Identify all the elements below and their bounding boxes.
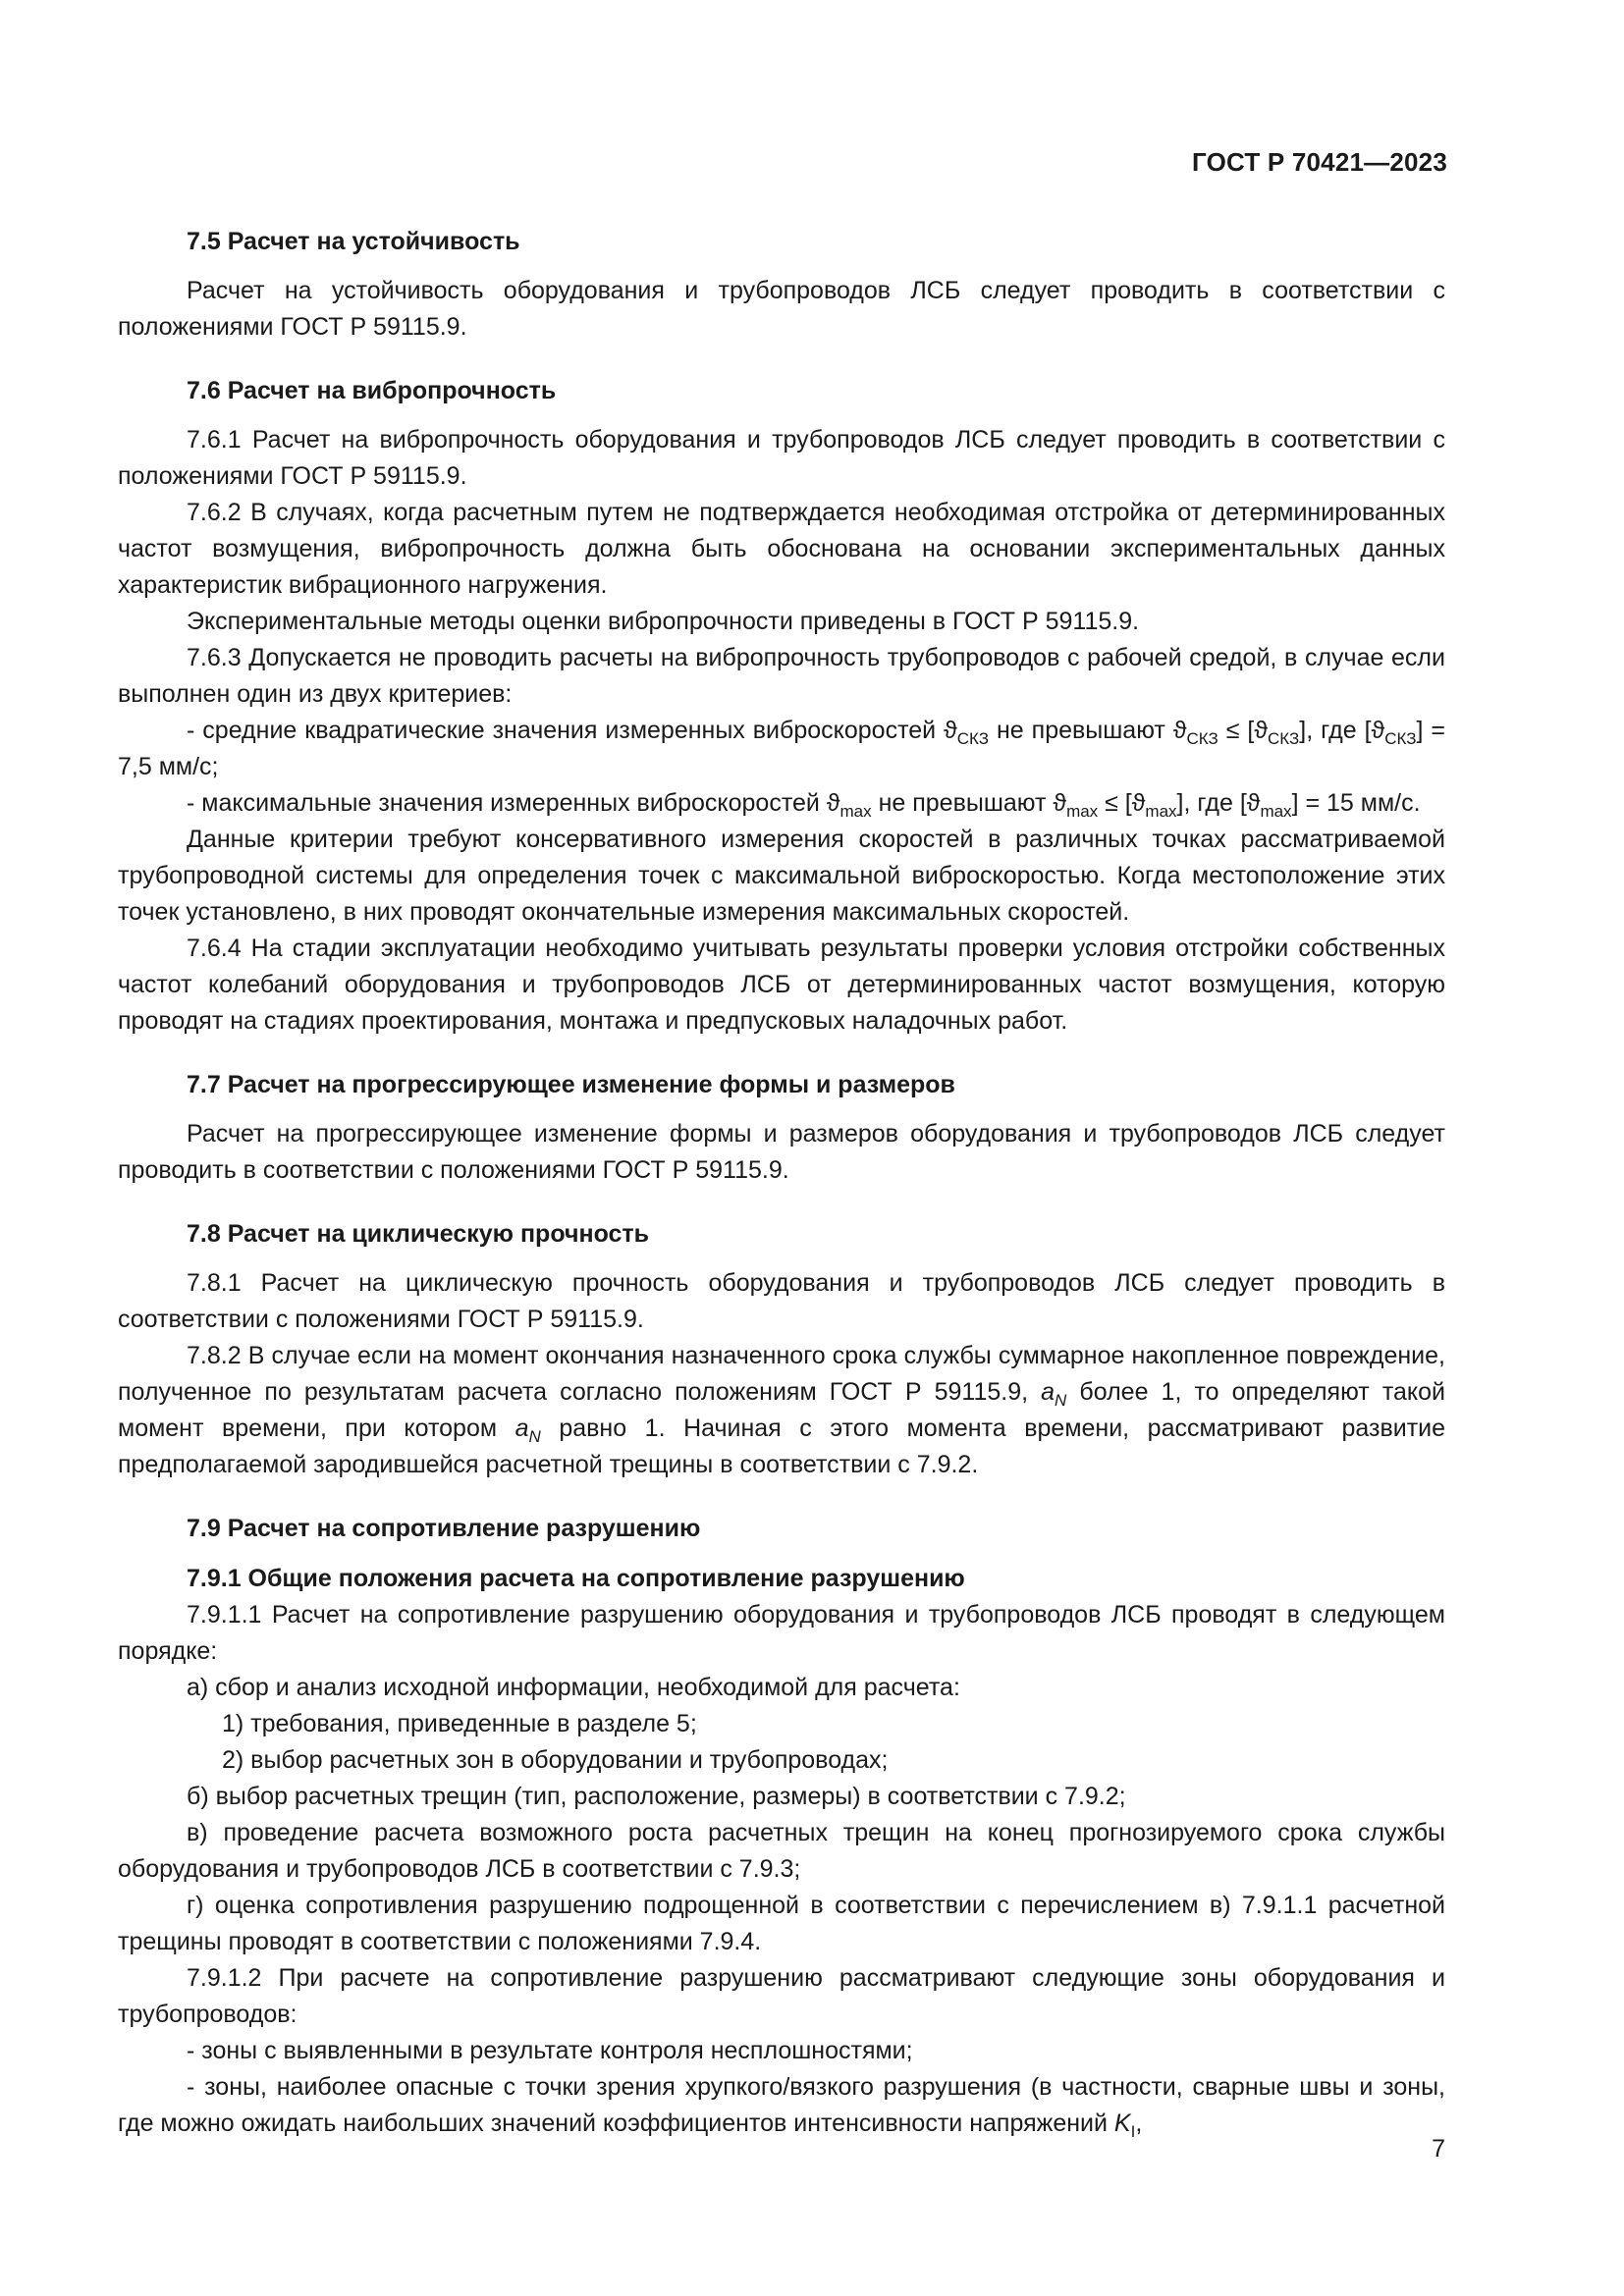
clause-7-8-1: 7.8.1 Расчет на циклическую прочность оборудования и трубопроводов ЛСБ следует проводить в соответствии с положениями ГОСТ Р 59115.9.: [118, 1269, 1445, 1333]
clause-7-6-4: 7.6.4 На стадии эксплуатации необходимо учитывать результаты проверки условия отстройки собственных частот колебаний оборудования и трубопроводов ЛСБ от детерминированных частот возмущения, которую проводят на стадиях проектирования, монтажа и предпусковых наладочных работ.: [118, 934, 1445, 1035]
clause-7-6-2-methods: Экспериментальные методы оценки вибропрочности приведены в ГОСТ Р 59115.9.: [187, 608, 1140, 635]
document-code-header: ГОСТ Р 70421—2023: [1192, 147, 1447, 177]
section-7-5-heading: 7.5 Расчет на устойчивость: [187, 228, 520, 255]
list-item-v: в) проведение расчета возможного роста расчетных трещин на конец прогнозируемого срока службы оборудования и трубопроводов ЛСБ в соответствии с 7.9.3;: [118, 1819, 1445, 1883]
list-item-g: г) оценка сопротивления разрушению подрощенной в соответствии с перечислением в) 7.9.1.1 расчетной трещины проводят в соответствии с положениями 7.9.4.: [118, 1892, 1445, 1955]
list-item-a-2: 2) выбор расчетных зон в оборудовании и трубопроводах;: [222, 1746, 889, 1774]
criterion-max-velocity: - максимальные значения измеренных виброскоростей $ϑ_{max}$ не превышают $ϑ_{max} \le [ϑ_{max}]$, где $[ϑ_{max}] = 15$ мм/с.: [187, 789, 1421, 821]
section-7-6-heading: 7.6 Расчет на вибропрочность: [187, 377, 557, 404]
clause-7-9-1-2: 7.9.1.2 При расчете на сопротивление разрушению рассматривают следующие зоны оборудования и трубопроводов:: [118, 1964, 1445, 2028]
page-number: 7: [1432, 2135, 1445, 2163]
clause-7-6-3: 7.6.3 Допускается не проводить расчеты на вибропрочность трубопроводов с рабочей средой, в случае если выполнен один из двух критериев:: [118, 644, 1445, 708]
section-7-5-paragraph: Расчет на устойчивость оборудования и трубопроводов ЛСБ следует проводить в соответствии с положениями ГОСТ Р 59115.9.: [118, 277, 1445, 341]
zone-item-2: - зоны, наиболее опасные с точки зрения хрупкого/вязкого разрушения (в частности, сварные швы и зоны, где можно ожидать наибольших значений коэффициентов интенсивности напряжений $K_I$,: [118, 2073, 1445, 2141]
section-7-7-paragraph: Расчет на прогрессирующее изменение формы и размеров оборудования и трубопроводов ЛСБ следует проводить в соответствии с положениями ГОСТ Р 59115.9.: [118, 1120, 1445, 1184]
section-7-8-heading: 7.8 Расчет на циклическую прочность: [187, 1220, 650, 1248]
clause-7-9-1-1: 7.9.1.1 Расчет на сопротивление разрушению оборудования и трубопроводов ЛСБ проводят в следующем порядке:: [118, 1601, 1445, 1665]
subsection-7-9-1-heading: 7.9.1 Общие положения расчета на сопротивление разрушению: [187, 1565, 965, 1592]
section-7-9-heading: 7.9 Расчет на сопротивление разрушению: [187, 1515, 701, 1542]
clause-7-6-2: 7.6.2 В случаях, когда расчетным путем не подтверждается необходимая отстройка от детерминированных частот возмущения, вибропрочность должна быть обоснована на основании экспериментальных данных характеристик вибрационного нагружения.: [118, 499, 1445, 599]
criterion-rms-velocity: - средние квадратические значения измеренных виброскоростей $ϑ_{СКЗ}$ не превышают $ϑ_{СКЗ} \le [ϑ_{СКЗ}]$, где $[ϑ_{СКЗ}] = 7,5$ мм/с;: [118, 717, 1445, 780]
document-body: [118, 224, 1445, 2142]
clause-7-6-3-note: Данные критерии требуют консервативного измерения скоростей в различных точках рассматриваемой трубопроводной системы для определения точек с максимальной виброскоростью. Когда местоположение этих точек установлено, в них проводят окончательные измерения максимальных скоростей.: [118, 826, 1445, 926]
list-item-b: б) выбор расчетных трещин (тип, расположение, размеры) в соответствии с 7.9.2;: [187, 1783, 1126, 1810]
zone-item-1: - зоны с выявленными в результате контроля несплошностями;: [187, 2037, 913, 2064]
section-7-7-heading: 7.7 Расчет на прогрессирующее изменение формы и размеров: [187, 1071, 955, 1098]
list-item-a-1: 1) требования, приведенные в разделе 5;: [222, 1710, 697, 1737]
clause-7-6-1: 7.6.1 Расчет на вибропрочность оборудования и трубопроводов ЛСБ следует проводить в соответствии с положениями ГОСТ Р 59115.9.: [118, 426, 1445, 490]
clause-7-8-2: 7.8.2 В случае если на момент окончания назначенного срока службы суммарное накопленное повреждение, полученное по результатам расчета согласно положениям ГОСТ Р 59115.9, $a_N$ более 1, то определяют такой момент времени, при котором $a_N$ равно 1. Начиная с этого момента времени, рассматривают развитие предполагаемой зародившейся расчетной трещины в соответствии с 7.9.2.: [118, 1342, 1446, 1478]
list-item-a: а) сбор и анализ исходной информации, необходимой для расчета:: [187, 1674, 960, 1701]
